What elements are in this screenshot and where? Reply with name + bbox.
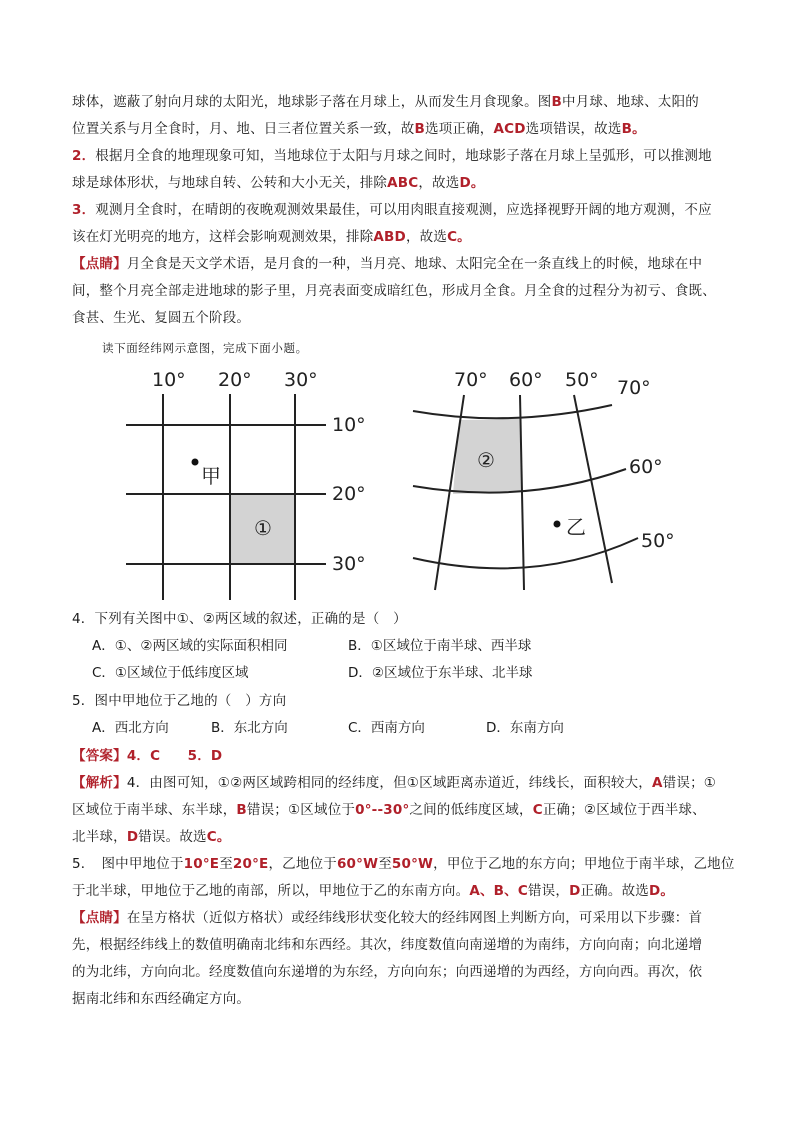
q5-choice-a: A．西北方向 (92, 720, 169, 736)
question-4: 4．下列有关图中①、②两区域的叙述，正确的是（ ） (72, 611, 407, 627)
left-lon-label: 20° (218, 369, 252, 391)
right-grid (413, 395, 638, 590)
method-tip-line-3: 的为北纬，方向向北。经度数值向东递增的为东经，方向向东；向西递增的为西经，方向向西。再次，依 (72, 964, 703, 980)
right-lat-label: 60° (629, 456, 663, 478)
left-grid (126, 394, 326, 600)
tip-line-3: 食甚、生光、复圆五个阶段。 (72, 310, 251, 326)
point-yi-marker (554, 521, 561, 528)
right-lat-label: 50° (641, 530, 675, 552)
q5-choice-d: D．东南方向 (486, 720, 564, 736)
left-lon-label: 30° (284, 369, 318, 391)
q4-choice-d: D．②区域位于东半球、北半球 (348, 665, 533, 681)
analysis-line-2: 区域位于南半球、东半球，B错误；①区域位于0°--30°之间的低纬度区域，C正确；②区域位于西半球、 (72, 802, 706, 818)
analysis-line-1: 【解析】4．由图可知，①②两区域跨相同的经纬度，但①区域距离赤道近，纬线长，面积较大，A错误；① (72, 775, 717, 791)
q4-choice-c: C．①区域位于低纬度区域 (92, 665, 249, 681)
explanation-line-3: 2．根据月全食的地理现象可知，当地球位于太阳与月球之间时，地球影子落在月球上呈弧形，可以推测地 (72, 148, 712, 164)
explanation-line-4: 球是球体形状，与地球自转、公转和大小无关，排除ABC，故选D。 (72, 175, 485, 191)
left-lon-label: 10° (152, 369, 186, 391)
analysis-line-3: 北半球，D错误。故选C。 (72, 829, 231, 845)
explanation-line-1: 球体，遮蔽了射向月球的太阳光，地球影子落在月球上，从而发生月食现象。图B中月球、地球、太阳的 (72, 94, 699, 110)
analysis-line-4: 5． 图中甲地位于10°E至20°E，乙地位于60°W至50°W，甲位于乙地的东方向；甲地位于南半球，乙地位 (72, 856, 735, 872)
method-tip-line-4: 据南北纬和东西经确定方向。 (72, 991, 251, 1007)
tip-line-1: 【点睛】月全食是天文学术语，是月食的一种，当月亮、地球、太阳完全在一条直线上的时候，地球在中 (72, 256, 703, 272)
method-tip-line-2: 先，根据经纬线上的数值明确南北纬和东西经。其次，纬度数值向南递增的为南纬，方向向南；向北递增 (72, 937, 703, 953)
right-lon-label: 60° (509, 369, 543, 391)
left-lat-label: 30° (332, 553, 366, 575)
point-jia-marker (192, 459, 199, 466)
question-5: 5．图中甲地位于乙地的（ ）方向 (72, 693, 287, 709)
left-lat-label: 10° (332, 414, 366, 436)
q4-choice-a: A．①、②两区域的实际面积相同 (92, 638, 288, 654)
right-lon-label: 50° (565, 369, 599, 391)
region-1-label: ① (254, 516, 272, 540)
explanation-line-5: 3．观测月全食时，在晴朗的夜晚观测效果最佳，可以用肉眼直接观测，应选择视野开阔的地方观测，不应 (72, 202, 712, 218)
method-tip-line-1: 【点睛】在呈方格状（近似方格状）或经纬线形状变化较大的经纬网图上判断方向，可采用以下步骤：首 (72, 910, 703, 926)
answer-line: 【答案】4．C 5．D (72, 748, 223, 764)
analysis-line-5: 于北半球，甲地位于乙地的南部，所以，甲地位于乙的东南方向。A、B、C错误，D正确。故选D。 (72, 883, 675, 899)
point-jia-label: 甲 (201, 464, 221, 488)
region-2-label: ② (477, 448, 495, 472)
q5-choice-c: C．西南方向 (348, 720, 425, 736)
right-lon-label: 70° (454, 369, 488, 391)
right-lat-label: 70° (617, 377, 651, 399)
explanation-line-2: 位置关系与月全食时，月、地、日三者位置关系一致，故B选项正确，ACD选项错误，故选B。 (72, 121, 646, 137)
figure-intro: 读下面经纬网示意图，完成下面小题。 (102, 341, 308, 355)
left-lat-label: 20° (332, 483, 366, 505)
tip-line-2: 间，整个月亮全部走进地球的影子里，月亮表面变成暗红色，形成月全食。月全食的过程分为初亏、食既、 (72, 283, 716, 299)
point-yi-label: 乙 (566, 515, 586, 539)
q4-choice-b: B．①区域位于南半球、西半球 (348, 638, 532, 654)
explanation-line-6: 该在灯光明亮的地方，这样会影响观测效果，排除ABD，故选C。 (72, 229, 471, 245)
q5-choice-b: B．东北方向 (211, 720, 288, 736)
